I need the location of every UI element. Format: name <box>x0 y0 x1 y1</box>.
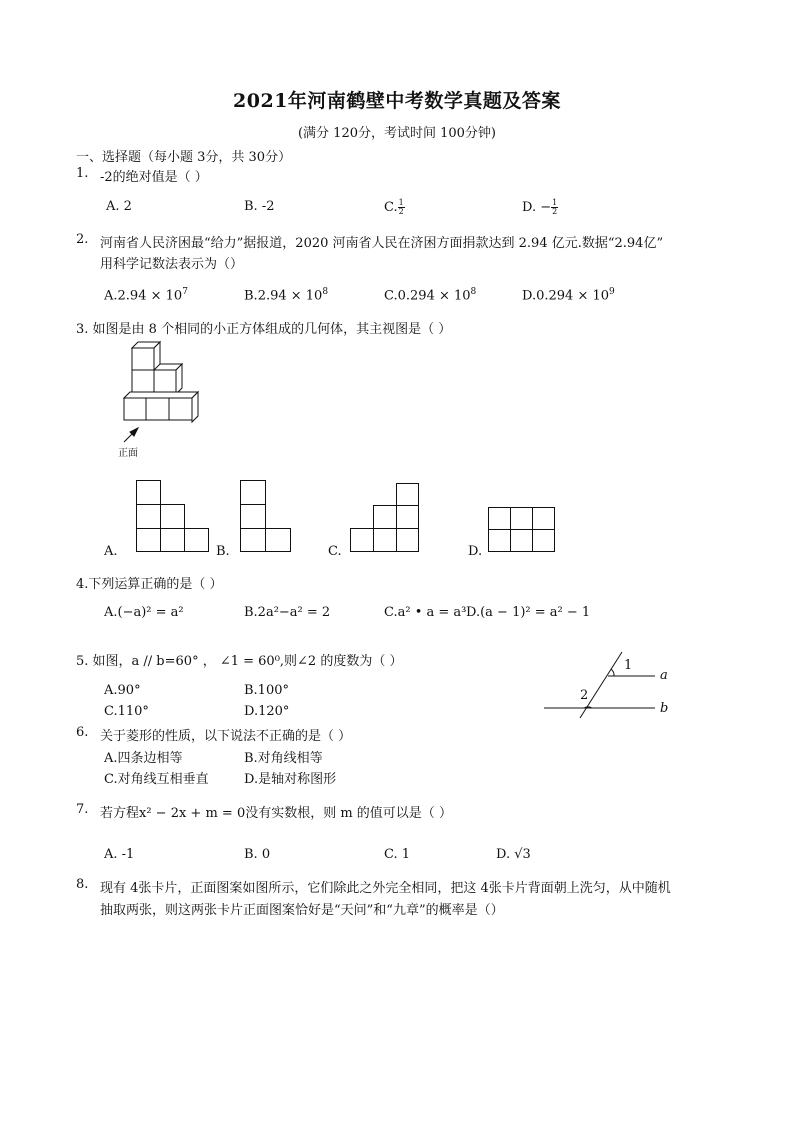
q7-option-b: B. 0 <box>244 847 271 862</box>
exam-info: (满分 120分，考试时间 100分钟) <box>297 126 497 141</box>
q1-option-c-fraction <box>398 199 405 216</box>
q6-option-b: B.对角线相等 <box>244 751 323 766</box>
angle-2-label: 2 <box>580 688 589 703</box>
q2-stem-line2: 用科学记数法表示为（） <box>100 257 244 272</box>
option-label: A. <box>104 288 118 304</box>
q7-option-d: D. √3 <box>496 847 531 862</box>
q1-stem: -2的绝对值是（ ） <box>100 170 208 185</box>
q1-option-d <box>522 199 558 216</box>
page-title: 2021年河南鹤壁中考数学真题及答案 <box>233 90 561 112</box>
q5-option-b: B.100° <box>244 683 289 698</box>
fraction-numerator: 1 <box>552 198 558 207</box>
q3-option-b-view <box>240 480 292 552</box>
q6-number: 6. <box>76 725 89 740</box>
q1-option-c-label: C. <box>384 200 398 215</box>
q5-option-c: C.110° <box>104 704 149 719</box>
option-exponent: 9 <box>609 287 615 297</box>
fraction-denominator: 2 <box>398 207 404 216</box>
line-b-label: b <box>660 701 669 716</box>
option-exponent: 7 <box>182 287 188 297</box>
q1-option-c <box>384 199 405 216</box>
q8-stem-line1: 现有 4张卡片，正面图案如图所示，它们除此之外完全相同，把这 4张卡片背面朝上洗匀，从中随机 <box>100 881 671 896</box>
q3-option-c-label: C. <box>328 544 342 559</box>
q1-option-b: B. -2 <box>244 199 275 214</box>
q7-stem: 若方程x² − 2x + m = 0没有实数根，则 m 的值可以是（ ） <box>100 806 452 821</box>
q4-option-d: D.(a − 1)² = a² − 1 <box>466 605 591 620</box>
q7-option-a: A. -1 <box>104 847 135 862</box>
q2-stem-line1: 河南省人民济困最“给力”据报道，2020 河南省人民在济困方面捐款达到 2.94 亿元.数据“2.94亿” <box>100 236 664 251</box>
option-label: B. <box>244 288 258 304</box>
q6-option-a: A.四条边相等 <box>104 751 183 766</box>
option-label: D. <box>522 288 537 304</box>
q6-option-d: D.是轴对称图形 <box>244 772 337 787</box>
q2-option-d <box>522 287 615 303</box>
angle-1-label: 1 <box>624 658 633 673</box>
q2-option-c <box>384 287 476 303</box>
q4-option-a: A.(−a)² = a² <box>104 605 184 620</box>
section-heading: 一、选择题（每小题 3分，共 30分） <box>76 150 292 165</box>
q6-option-c: C.对角线互相垂直 <box>104 772 209 787</box>
fraction-numerator: 1 <box>398 198 404 207</box>
q3-stem: 3. 如图是由 8 个相同的小正方体组成的几何体，其主视图是（ ） <box>76 322 452 337</box>
q3-option-d-view <box>488 507 558 553</box>
q4-option-b: B.2a²−a² = 2 <box>244 605 331 620</box>
q2-option-b <box>244 287 328 303</box>
option-exponent: 8 <box>322 287 329 297</box>
q1-option-d-fraction <box>551 199 558 216</box>
q8-number: 8. <box>76 877 89 892</box>
q3-option-d-label: D. <box>468 544 483 559</box>
fraction-denominator: 2 <box>552 207 558 216</box>
q5-option-a: A.90° <box>104 683 141 698</box>
option-math: 0.294 × 10 <box>397 288 471 304</box>
option-math: 2.94 × 10 <box>117 288 183 304</box>
option-label: C. <box>384 288 398 304</box>
q2-option-a <box>104 287 188 303</box>
q4-stem: 4.下列运算正确的是（ ） <box>76 577 223 592</box>
q3-option-a-view <box>136 480 210 552</box>
q1-number: 1. <box>76 166 89 181</box>
q6-stem: 关于菱形的性质，以下说法不正确的是（ ） <box>100 729 352 744</box>
q3-option-c-view <box>350 483 420 553</box>
option-exponent: 8 <box>470 287 477 297</box>
q1-option-d-label: D. − <box>522 200 552 215</box>
q4-option-c: C.a² • a = a³ <box>384 605 467 620</box>
q3-option-b-label: B. <box>216 544 230 559</box>
q8-stem-line2: 抽取两张，则这两张卡片正面图案恰好是“天问”和“九章”的概率是（） <box>100 903 504 918</box>
q7-option-c: C. 1 <box>384 847 411 862</box>
front-label: 正面 <box>118 448 138 459</box>
q3-option-a-label: A. <box>104 544 118 559</box>
option-math: 0.294 × 10 <box>536 288 610 304</box>
line-a-label: a <box>660 668 668 683</box>
q5-stem: 5. 如图，a // b=60° ， ∠1 = 60⁰,则∠2 的度数为（ ） <box>76 654 403 669</box>
q3-cube-figure <box>116 340 206 460</box>
q5-option-d: D.120° <box>244 704 290 719</box>
q1-option-a: A. 2 <box>106 199 132 214</box>
q7-number: 7. <box>76 802 89 817</box>
q2-number: 2. <box>76 232 89 247</box>
option-math: 2.94 × 10 <box>257 288 323 304</box>
q5-parallel-lines-figure <box>540 652 680 722</box>
